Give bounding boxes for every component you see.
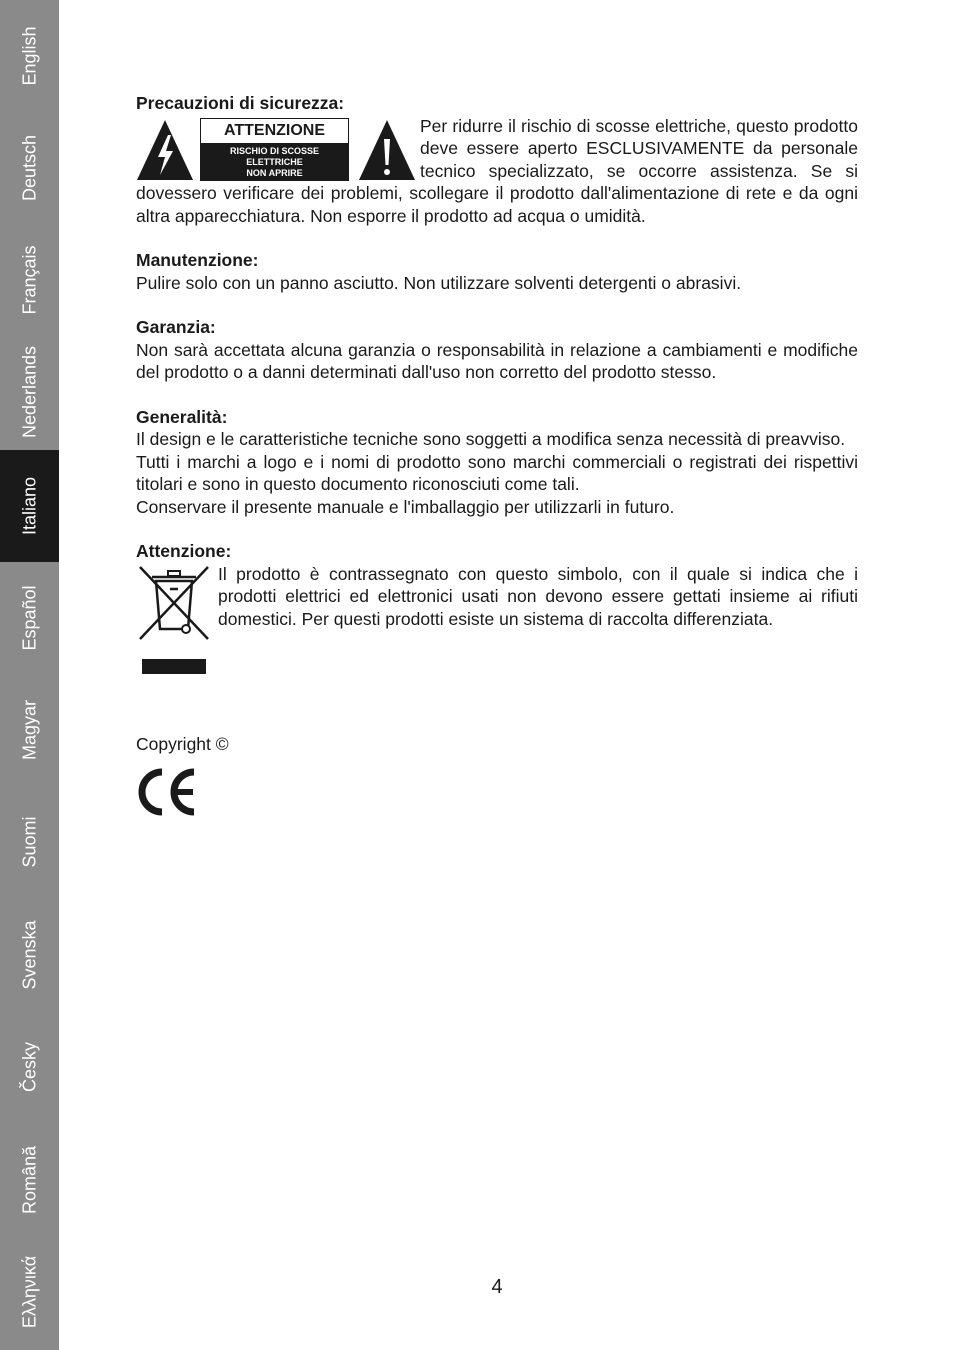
main-content bbox=[136, 92, 858, 823]
tab-italiano[interactable] bbox=[0, 450, 59, 562]
tab-magyar[interactable] bbox=[0, 674, 59, 786]
tab-suomi[interactable] bbox=[0, 786, 59, 898]
exclamation-warning-icon bbox=[358, 119, 416, 181]
ce-mark bbox=[136, 767, 858, 823]
maintenance-heading: Manutenzione: bbox=[136, 250, 259, 270]
tab-label: Ελληνικά bbox=[19, 1255, 39, 1329]
warranty-section bbox=[136, 316, 858, 384]
tab-cesky[interactable] bbox=[0, 1011, 59, 1123]
safety-warning-row bbox=[136, 115, 858, 228]
warning-sub-line: ELETTRICHE bbox=[246, 156, 303, 167]
tab-label: Italiano bbox=[19, 476, 39, 536]
tab-label: Español bbox=[19, 585, 39, 651]
tab-english[interactable] bbox=[0, 0, 59, 112]
general-text-1: Il design e le caratteristiche tecniche sono soggetti a modifica senza necessità di preavviso. bbox=[136, 429, 846, 449]
general-text-2: Tutti i marchi a logo e i nomi di prodotto sono marchi commerciali o registrati dei rispettivi titolari e sono in questo documento riconosciuti come tali. bbox=[136, 451, 858, 494]
tab-espanol[interactable] bbox=[0, 562, 59, 674]
warning-subtitle bbox=[201, 143, 348, 180]
tab-nederlands[interactable] bbox=[0, 336, 59, 448]
tab-label: Français bbox=[19, 245, 39, 315]
warning-label-graphic bbox=[136, 115, 418, 181]
language-sidebar bbox=[0, 0, 59, 1350]
tab-label: Deutsch bbox=[19, 134, 39, 202]
tab-label: Svenska bbox=[19, 920, 39, 990]
tab-label: Nederlands bbox=[19, 345, 39, 439]
safety-section bbox=[136, 92, 858, 227]
ce-mark-icon bbox=[136, 767, 200, 817]
attention-section bbox=[136, 540, 858, 630]
general-section bbox=[136, 406, 858, 519]
tab-francais[interactable] bbox=[0, 224, 59, 336]
warranty-heading: Garanzia: bbox=[136, 317, 216, 337]
tab-deutsch[interactable] bbox=[0, 112, 59, 224]
warning-title: ATTENZIONE bbox=[223, 121, 326, 139]
tab-svenska[interactable] bbox=[0, 899, 59, 1011]
maintenance-text: Pulire solo con un panno asciutto. Non utilizzare solventi detergenti o abrasivi. bbox=[136, 272, 742, 293]
tab-label: Česky bbox=[19, 1041, 39, 1093]
page-number: 4 bbox=[491, 1276, 503, 1298]
tab-label: Română bbox=[19, 1145, 39, 1215]
weee-row bbox=[136, 563, 858, 631]
safety-text: Per ridurre il rischio di scosse elettriche, questo prodotto deve essere aperto ESCLUSIVAMENTE da personale tecnico specializzato, se occorre assistenza. Se si dovessero verificare dei problemi, scollegare il prodotto dall'alimentazione di rete e da ogni altra apparecchiatura. Non esporre il prodotto ad acqua o umidità. bbox=[136, 115, 858, 226]
attenzione-warning-box bbox=[200, 118, 349, 181]
attention-heading: Attenzione: bbox=[136, 541, 232, 561]
tab-label: Magyar bbox=[19, 699, 39, 761]
general-text-3: Conservare il presente manuale e l'imballaggio per utilizzarli in futuro. bbox=[136, 496, 675, 517]
crossed-bin-icon bbox=[136, 563, 214, 679]
warning-sub-line: RISCHIO DI SCOSSE bbox=[229, 145, 319, 156]
safety-heading: Precauzioni di sicurezza: bbox=[136, 93, 345, 113]
general-heading: Generalità: bbox=[136, 406, 228, 427]
warranty-text: Non sarà accettata alcuna garanzia o responsabilità in relazione a cambiamenti e modifiche del prodotto o a danni determinati dall'uso non corretto del prodotto stesso. bbox=[136, 339, 858, 382]
tab-label: English bbox=[19, 26, 39, 86]
tab-label: Suomi bbox=[19, 816, 39, 868]
tab-romana[interactable] bbox=[0, 1124, 59, 1236]
attention-text: Il prodotto è contrassegnato con questo simbolo, con il quale si indica che i prodotti elettrici ed elettronici usati non devono essere gettati insieme ai rifiuti domestici. Per questi prodotti esiste un sistema di raccolta differenziata. bbox=[218, 563, 858, 629]
weee-graphic bbox=[136, 563, 214, 683]
warning-sub-line: NON APRIRE bbox=[246, 167, 303, 178]
copyright-text: Copyright © bbox=[136, 733, 229, 754]
electric-shock-warning-icon bbox=[136, 119, 194, 181]
maintenance-section bbox=[136, 249, 858, 294]
